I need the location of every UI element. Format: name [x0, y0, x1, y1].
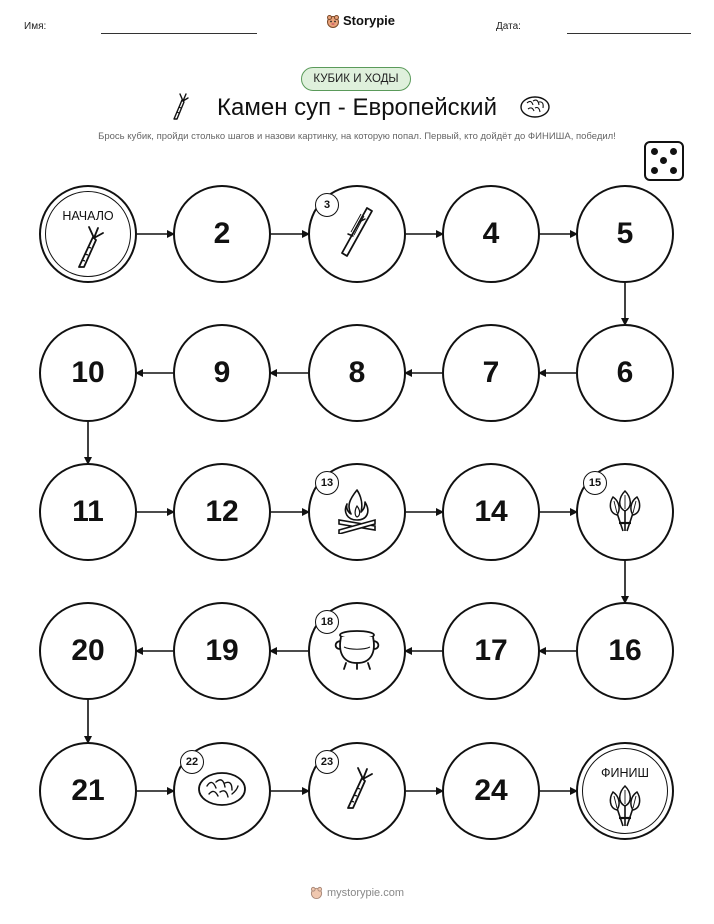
stick-icon — [337, 204, 377, 265]
board-cell — [576, 324, 674, 422]
cell-number: 12 — [205, 495, 239, 528]
cell-number: 7 — [482, 356, 500, 389]
cell-number: 14 — [474, 495, 508, 528]
cell-number-badge: 3 — [315, 193, 339, 217]
board-cell — [442, 324, 540, 422]
board-cell — [442, 742, 540, 840]
cell-number: 10 — [71, 356, 105, 389]
board-cell — [173, 602, 271, 700]
carrot-icon — [71, 225, 105, 276]
board-cell — [442, 463, 540, 561]
pot-icon — [332, 627, 382, 676]
game-type-tag: КУБИК И ХОДЫ — [301, 67, 411, 91]
board-cell — [173, 463, 271, 561]
board-cell — [39, 602, 137, 700]
cell-number: 20 — [71, 634, 105, 667]
herbs-icon — [605, 782, 645, 833]
cell-number: 17 — [474, 634, 508, 667]
name-label: Имя: — [24, 21, 47, 32]
cell-number: 4 — [482, 217, 500, 250]
carrot-icon — [340, 766, 374, 817]
finish-label: ФИНИШ — [601, 766, 649, 780]
board-cell — [39, 742, 137, 840]
storypie-logo-icon — [310, 886, 323, 899]
cell-number: 5 — [616, 217, 634, 250]
cell-number-badge: 22 — [180, 750, 204, 774]
cell-number: 8 — [348, 356, 366, 389]
board-cell — [39, 463, 137, 561]
board-cell — [173, 324, 271, 422]
board-cell — [39, 324, 137, 422]
cell-number: 24 — [474, 774, 508, 807]
cell-number-badge: 18 — [315, 610, 339, 634]
board-cell — [308, 463, 406, 561]
brand-name: Storypie — [343, 13, 396, 28]
cell-number-badge: 15 — [583, 471, 607, 495]
start-label: НАЧАЛО — [62, 209, 114, 223]
cell-number-badge: 23 — [315, 750, 339, 774]
board-cell — [442, 185, 540, 283]
board-cell — [173, 185, 271, 283]
bread-icon — [196, 770, 248, 813]
cell-number: 19 — [205, 634, 239, 667]
start-cell — [39, 185, 137, 283]
cell-number-badge: 13 — [315, 471, 339, 495]
board-cell — [308, 185, 406, 283]
board-cell — [442, 602, 540, 700]
board-cell — [576, 185, 674, 283]
cell-number: 21 — [71, 774, 105, 807]
cell-number: 11 — [72, 495, 104, 528]
footer-url: mystorypie.com — [327, 886, 405, 899]
footer — [310, 886, 404, 899]
finish-cell — [576, 742, 674, 840]
board-cell — [576, 463, 674, 561]
board-cell — [173, 742, 271, 840]
cell-number: 6 — [616, 356, 634, 389]
board-cell — [308, 742, 406, 840]
cell-number: 9 — [213, 356, 231, 389]
instructions-text: Брось кубик, пройди столько шагов и назови картинку, на которую попал. Первый, кто дойдёт до ФИНИША, победил! — [98, 131, 616, 142]
herbs-icon — [605, 487, 645, 538]
date-label: Дата: — [496, 21, 521, 32]
board-cell — [308, 324, 406, 422]
cell-number: 16 — [608, 634, 642, 667]
campfire-icon — [335, 486, 379, 539]
page-title: Камен суп - Европейский — [217, 94, 497, 121]
cell-number: 2 — [213, 217, 231, 250]
board-cell — [308, 602, 406, 700]
board-cell — [576, 602, 674, 700]
